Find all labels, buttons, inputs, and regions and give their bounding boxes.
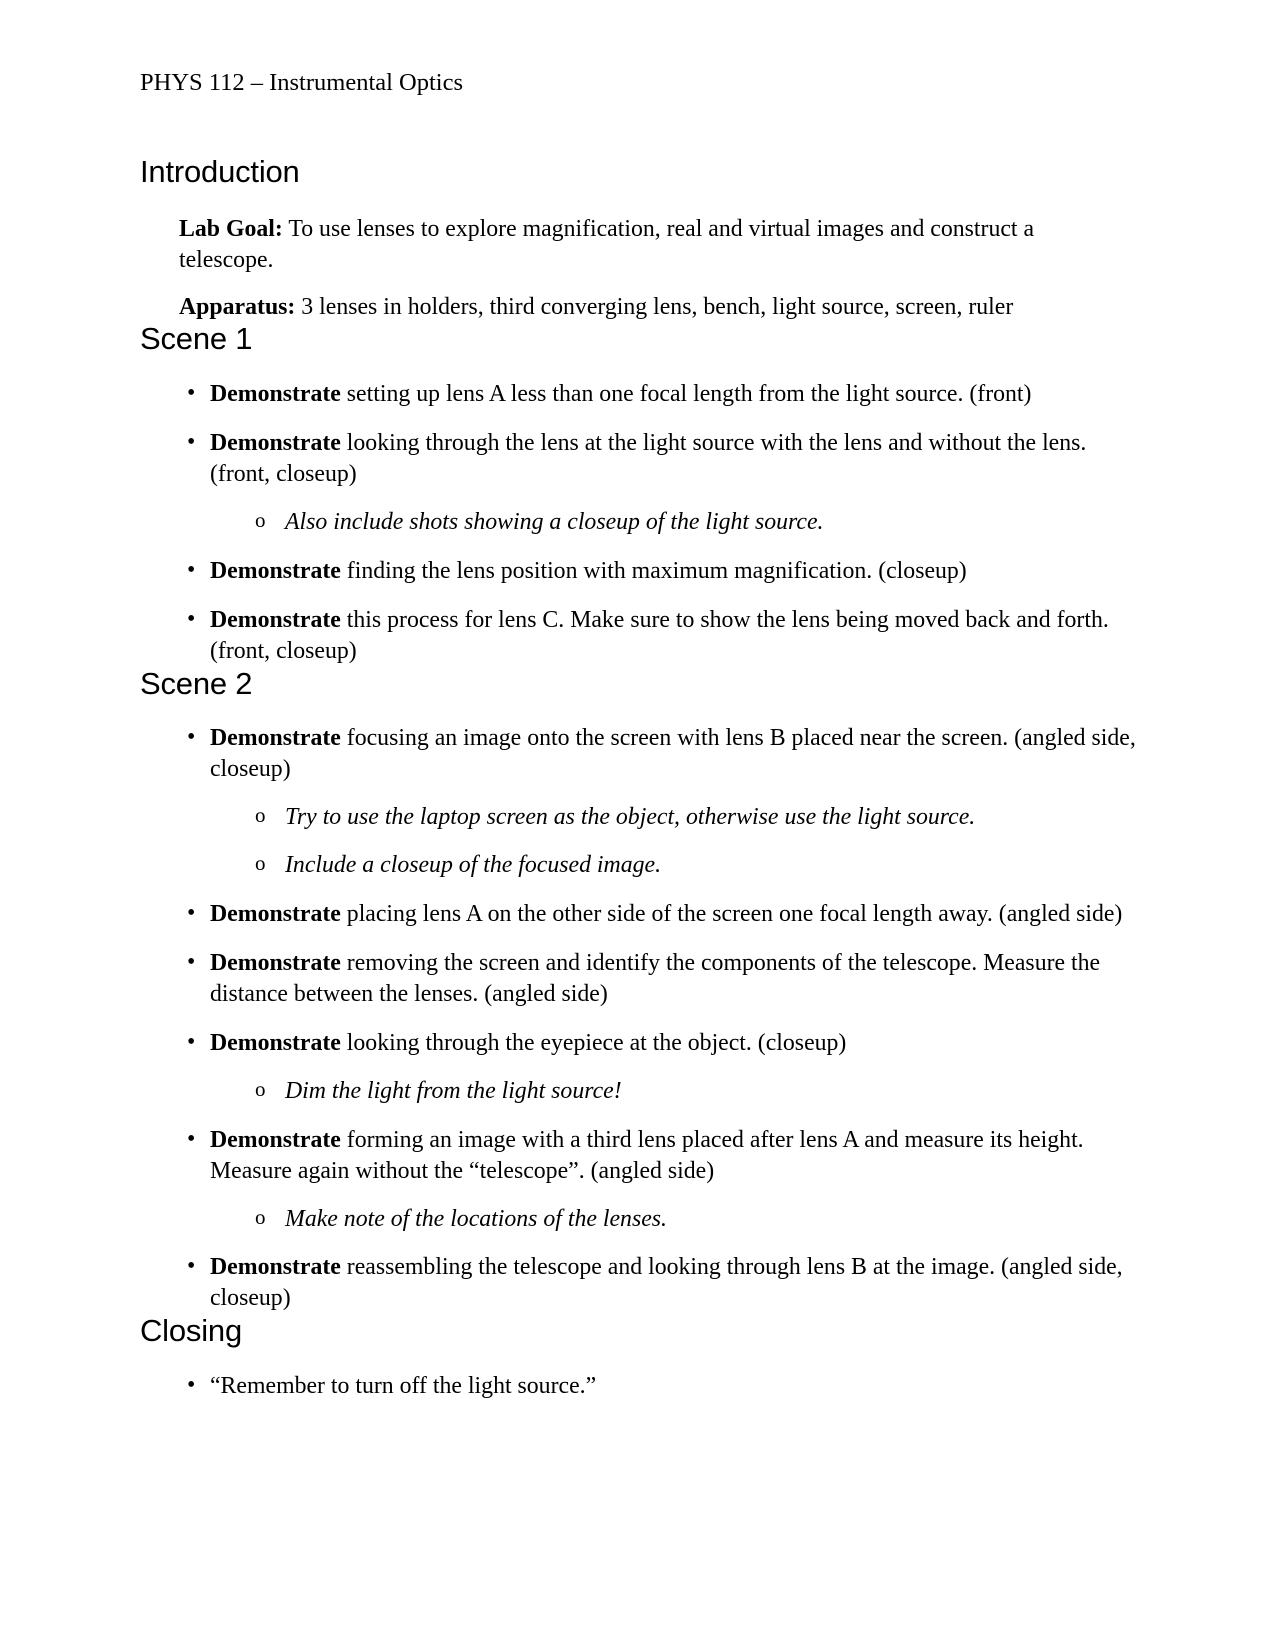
bullet-text (210, 1125, 1140, 1187)
bullet-label: Demonstrate (210, 1029, 341, 1056)
subbullet-text: Include a closeup of the focused image. (285, 852, 662, 879)
page-header: PHYS 112 – Instrumental Optics (140, 69, 464, 96)
bullet-text (210, 428, 1140, 490)
bullet-label: Demonstrate (210, 381, 341, 408)
subbullet-list (210, 507, 1140, 538)
bullet-label: Demonstrate (210, 725, 341, 752)
subbullet-list (210, 1076, 1140, 1107)
bullet-text (210, 605, 1140, 667)
subbullet-text: Also include shots showing a closeup of the light source. (285, 508, 824, 535)
bullet-body: finding the lens position with maximum magnification. (closeup) (340, 557, 967, 584)
apparatus-label: Apparatus: (179, 293, 296, 320)
lab-goal-label: Lab Goal: (179, 215, 283, 242)
bullet-body: looking through the eyepiece at the object. (closeup) (340, 1029, 847, 1056)
bullet-body: this process for lens C. Make sure to show the lens being moved back and forth. (front, closeup) (210, 606, 1109, 664)
lab-goal-paragraph (179, 214, 1075, 276)
heading-closing: Closing (140, 1313, 242, 1349)
heading-introduction: Introduction (140, 154, 300, 189)
bullet-label: Demonstrate (210, 430, 341, 457)
apparatus-paragraph (179, 292, 1075, 323)
subbullet-marker-icon: o (255, 1204, 266, 1229)
lab-goal-text: To use lenses to explore magnification, real and virtual images and construct a telescope. (179, 215, 1035, 273)
bullet-text (210, 723, 1140, 785)
bullet-marker-icon: • (187, 429, 196, 456)
bullet-body: looking through the lens at the light source with the lens and without the lens. (front, closeup) (210, 430, 1087, 488)
bullet-label: Demonstrate (210, 606, 341, 633)
subbullet-marker-icon: o (255, 803, 266, 828)
subbullet-item (210, 1204, 1140, 1235)
bullet-text (210, 1028, 1140, 1059)
heading-scene-2: Scene 2 (140, 665, 253, 701)
subbullet-text: Make note of the locations of the lenses. (285, 1205, 667, 1232)
bullet-text (210, 948, 1140, 1010)
bullet-text (210, 556, 1140, 587)
bullet-label: Demonstrate (210, 949, 341, 976)
bullet-body: removing the screen and identify the components of the telescope. Measure the distance between the lenses. (angled side) (210, 949, 1101, 1007)
bullet-label: Demonstrate (210, 1126, 341, 1153)
subbullet-item (210, 1076, 1140, 1107)
bullet-marker-icon: • (187, 380, 196, 407)
bullet-label: Demonstrate (210, 901, 341, 928)
bullet-item (140, 1028, 1140, 1107)
bullet-text (210, 1371, 1140, 1402)
apparatus-text: 3 lenses in holders, third converging lens, bench, light source, screen, ruler (295, 293, 1014, 320)
bullet-marker-icon: • (187, 948, 196, 975)
bullet-item (140, 723, 1140, 881)
subbullet-marker-icon: o (255, 1076, 266, 1101)
bullet-item (140, 1252, 1140, 1314)
scene-1-bullet-list (140, 379, 1109, 666)
subbullet-text: Dim the light from the light source! (285, 1077, 622, 1104)
subbullet-list (210, 1204, 1140, 1235)
bullet-marker-icon: • (187, 1372, 196, 1398)
scene-2-bullet-list (140, 723, 1136, 1314)
subbullet-text: Try to use the laptop screen as the object, otherwise use the light source. (285, 804, 976, 831)
bullet-item (140, 605, 1140, 667)
bullet-item (140, 1371, 1140, 1402)
bullet-body: placing lens A on the other side of the screen one focal length away. (angled side) (340, 901, 1123, 928)
bullet-marker-icon: • (187, 1028, 196, 1055)
bullet-text (210, 379, 1140, 410)
bullet-item (140, 948, 1140, 1010)
subbullet-marker-icon: o (255, 851, 266, 876)
heading-scene-1: Scene 1 (140, 321, 253, 357)
bullet-body: reassembling the telescope and looking through lens B at the image. (angled side, closeup) (210, 1254, 1123, 1312)
bullet-marker-icon: • (187, 605, 196, 632)
bullet-item (140, 428, 1140, 538)
bullet-marker-icon: • (187, 1125, 196, 1152)
bullet-label: Demonstrate (210, 1254, 341, 1281)
bullet-item (140, 379, 1140, 410)
subbullet-marker-icon: o (255, 507, 266, 532)
bullet-item (140, 899, 1140, 930)
bullet-marker-icon: • (187, 1253, 196, 1280)
bullet-text (210, 1252, 1140, 1314)
bullet-body: “Remember to turn off the light source.” (210, 1373, 597, 1399)
bullet-marker-icon: • (187, 724, 196, 751)
bullet-item (140, 556, 1140, 587)
bullet-body: forming an image with a third lens placed after lens A and measure its height. Measure again without the “telescope”. (angled side) (210, 1126, 1084, 1184)
bullet-body: focusing an image onto the screen with lens B placed near the screen. (angled side, closeup) (210, 725, 1136, 783)
bullet-label: Demonstrate (210, 557, 341, 584)
bullet-body: setting up lens A less than one focal length from the light source. (front) (340, 381, 1032, 408)
subbullet-item (210, 850, 1140, 881)
bullet-marker-icon: • (187, 900, 196, 927)
bullet-text (210, 899, 1140, 930)
bullet-marker-icon: • (187, 556, 196, 583)
subbullet-list (210, 802, 1140, 881)
document-body (140, 154, 1136, 1402)
bullet-item (140, 1125, 1140, 1235)
subbullet-item (210, 507, 1140, 538)
closing-bullet-list (140, 1371, 1075, 1402)
subbullet-item (210, 802, 1140, 833)
